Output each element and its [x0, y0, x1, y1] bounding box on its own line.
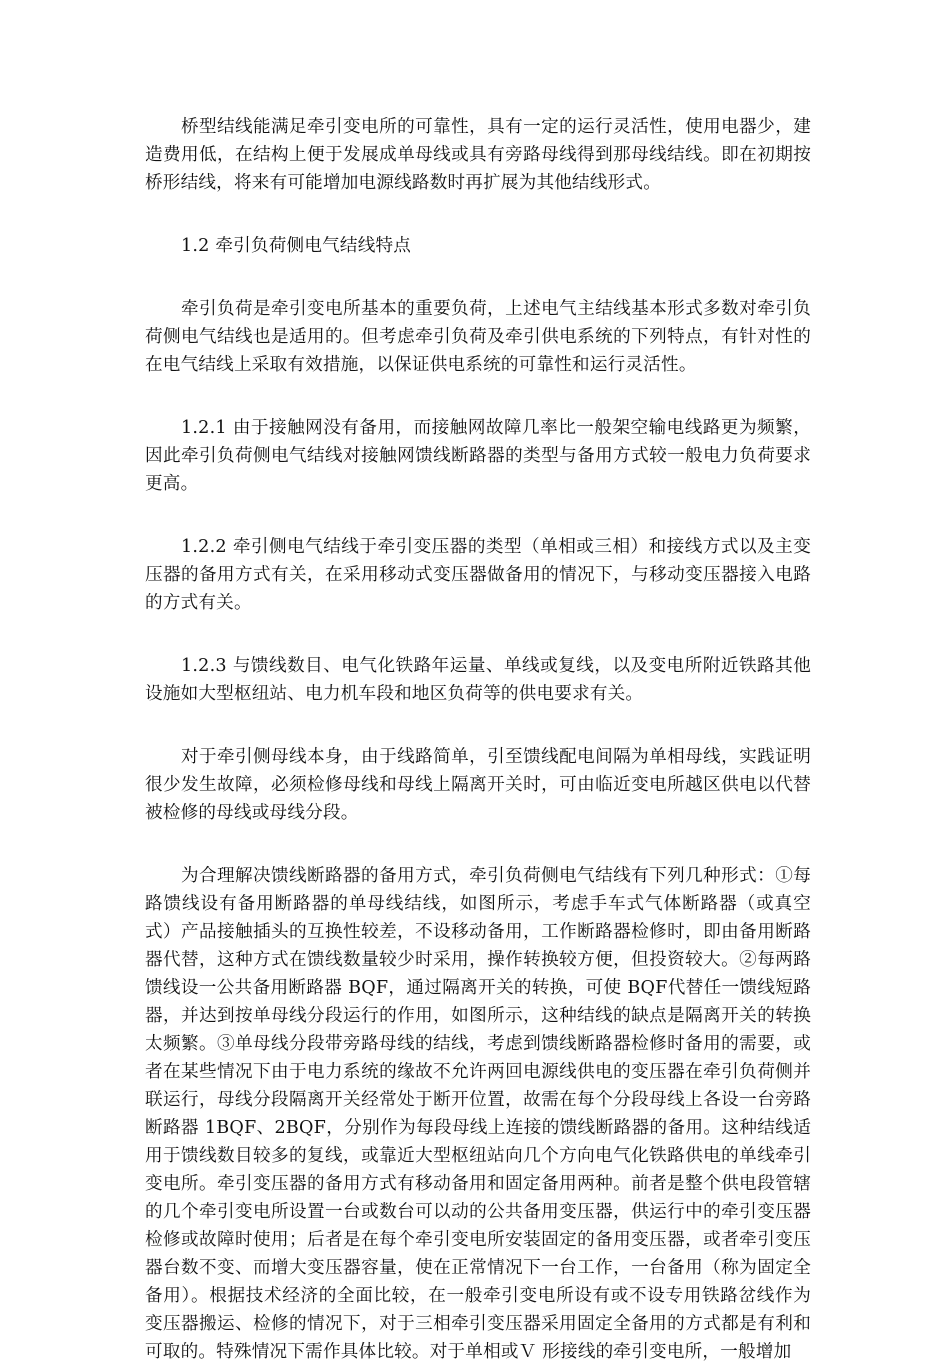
paragraph-traction-load: 牵引负荷是牵引变电所基本的重要负荷，上述电气主结线基本形式多数对牵引负荷侧电气结线也是适用的。但考虑牵引负荷及牵引供电系统的下列特点，有针对性的在电气结线上采取有效措施，以保证供电系统的可靠性和运行灵活性。	[145, 299, 811, 375]
document-body	[145, 113, 811, 1366]
section-heading-1-2: 1.2 牵引负荷侧电气结线特点	[181, 236, 412, 256]
paragraph-1-2-2: 1.2.2 牵引侧电气结线于牵引变压器的类型（单相或三相）和接线方式以及主变压器的备用方式有关，在采用移动式变压器做备用的情况下，与移动变压器接入电路的方式有关。	[145, 537, 811, 613]
paragraph-1-2-1: 1.2.1 由于接触网没有备用，而接触网故障几率比一般架空输电线路更为频繁，因此牵引负荷侧电气结线对接触网馈线断路器的类型与备用方式较一般电力负荷要求更高。	[145, 418, 811, 494]
paragraph-breaker-backup: 为合理解决馈线断路器的备用方式，牵引负荷侧电气结线有下列几种形式：①每路馈线设有备用断路器的单母线结线，如图所示，考虑手车式气体断路器（或真空式）产品接触插头的互换性较差，不设移动备用，工作断路器检修时，即由备用断路器代替，这种方式在馈线数量较少时采用，操作转换较方便，但投资较大。②每两路馈线设一公共备用断路器 BQF，通过隔离开关的转换，可使 BQF代替任一馈线短路器，并达到按单母线分段运行的作用，如图所示，这种结线的缺点是隔离开关的转换太频繁。③单母线分段带旁路母线的结线，考虑到馈线断路器检修时备用的需要，或者在某些情况下由于电力系统的缘故不允许两回电源线供电的变压器在牵引负荷侧并联运行，母线分段隔离开关经常处于断开位置，故需在每个分段母线上各设一台旁路断路器 1BQF、2BQF，分别作为每段母线上连接的馈线断路器的备用。这种结线适用于馈线数目较多的复线，或靠近大型枢纽站向几个方向电气化铁路供电的单线牵引变电所。牵引变压器的备用方式有移动备用和固定备用两种。前者是整个供电段管辖的几个牵引变电所设置一台或数台可以动的公共备用变压器，供运行中的牵引变压器检修或故障时使用；后者是在每个牵引变电所安装固定的备用变压器，或者牵引变压器台数不变、而增大变压器容量，使在正常情况下一台工作，一台备用（称为固定全备用）。根据技术经济的全面比较，在一般牵引变电所设有或不设专用铁路岔线作为变压器搬运、检修的情况下，对于三相牵引变压器采用固定全备用的方式都是有利和可取的。特殊情况下需作具体比较。对于单相或Ｖ 形接线的牵引变电所，一般增加	[145, 866, 811, 1362]
paragraph-bridge-connection: 桥型结线能满足牵引变电所的可靠性，具有一定的运行灵活性，使用电器少，建造费用低，在结构上便于发展成单母线或具有旁路母线得到那母线结线。即在初期按桥形结线，将来有可能增加电源线路数时再扩展为其他结线形式。	[145, 117, 811, 193]
paragraph-busbar: 对于牵引侧母线本身，由于线路简单，引至馈线配电间隔为单相母线，实践证明很少发生故障，必须检修母线和母线上隔离开关时，可由临近变电所越区供电以代替被检修的母线或母线分段。	[145, 747, 811, 823]
paragraph-1-2-3: 1.2.3 与馈线数目、电气化铁路年运量、单线或复线，以及变电所附近铁路其他设施如大型枢纽站、电力机车段和地区负荷等的供电要求有关。	[145, 656, 811, 704]
